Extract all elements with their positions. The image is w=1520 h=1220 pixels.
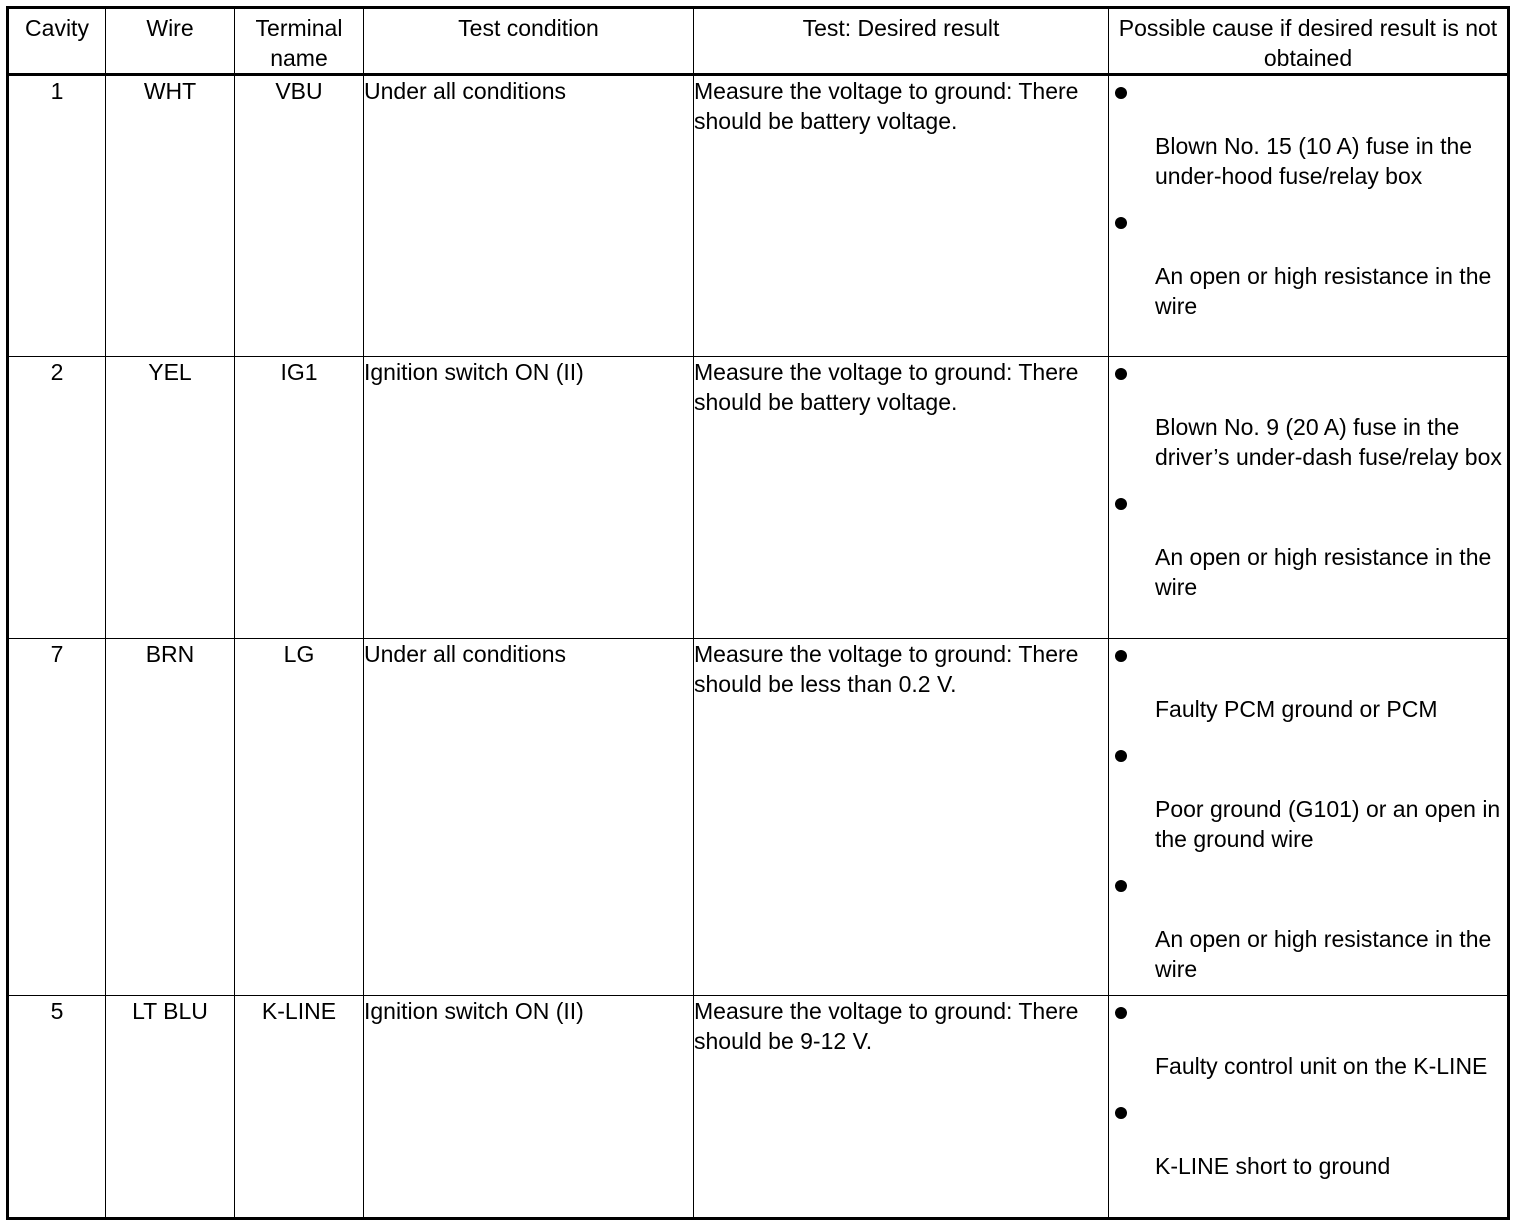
bullet-icon	[1115, 87, 1127, 99]
bullet-icon	[1115, 368, 1127, 380]
cell-causes	[1109, 75, 1509, 357]
header-possible-cause: Possible cause if desired result is not obtained	[1109, 8, 1509, 75]
cell-cavity: 7	[8, 639, 106, 996]
bullet-icon	[1115, 1107, 1127, 1119]
cell-cavity: 1	[8, 75, 106, 357]
cell-causes	[1109, 357, 1509, 639]
header-cavity: Cavity	[8, 8, 106, 75]
cell-wire: YEL	[106, 357, 235, 639]
cause-text: Poor ground (G101) or an open in the ground wire	[1155, 796, 1501, 852]
cause-item	[1109, 739, 1507, 854]
table-row	[8, 357, 1509, 639]
cell-terminal: K-LINE	[235, 996, 364, 1219]
cell-wire: BRN	[106, 639, 235, 996]
bullet-icon	[1115, 498, 1127, 510]
header-wire: Wire	[106, 8, 235, 75]
header-terminal-name: Terminal name	[235, 8, 364, 75]
connector-test-table	[6, 6, 1510, 1220]
header-test-condition: Test condition	[364, 8, 694, 75]
cell-terminal: IG1	[235, 357, 364, 639]
cell-terminal: VBU	[235, 75, 364, 357]
cell-result: Measure the voltage to ground: There should be 9-12 V.	[694, 996, 1109, 1219]
bullet-icon	[1115, 750, 1127, 762]
cell-cavity: 2	[8, 357, 106, 639]
cause-item	[1109, 206, 1507, 321]
cause-item	[1109, 76, 1507, 191]
cause-item	[1109, 639, 1507, 724]
table-row	[8, 639, 1509, 996]
cell-causes	[1109, 996, 1509, 1219]
cause-item	[1109, 996, 1507, 1081]
cell-condition: Ignition switch ON (II)	[364, 357, 694, 639]
cause-text: Faulty control unit on the K-LINE	[1155, 1053, 1488, 1079]
cause-text: Faulty PCM ground or PCM	[1155, 696, 1438, 722]
cause-text: Blown No. 15 (10 A) fuse in the under-hood fuse/relay box	[1155, 133, 1473, 189]
cause-item	[1109, 869, 1507, 984]
cause-item	[1109, 1096, 1507, 1181]
cell-terminal: LG	[235, 639, 364, 996]
cell-causes	[1109, 639, 1509, 996]
cell-wire: LT BLU	[106, 996, 235, 1219]
cell-result: Measure the voltage to ground: There should be battery voltage.	[694, 75, 1109, 357]
table-row	[8, 75, 1509, 357]
cell-wire: WHT	[106, 75, 235, 357]
bullet-icon	[1115, 217, 1127, 229]
cell-condition: Under all conditions	[364, 639, 694, 996]
bullet-icon	[1115, 1007, 1127, 1019]
bullet-icon	[1115, 650, 1127, 662]
cause-item	[1109, 487, 1507, 602]
header-desired-result: Test: Desired result	[694, 8, 1109, 75]
cell-cavity: 5	[8, 996, 106, 1219]
bullet-icon	[1115, 880, 1127, 892]
cell-result: Measure the voltage to ground: There should be battery voltage.	[694, 357, 1109, 639]
cell-condition: Under all conditions	[364, 75, 694, 357]
cause-text: An open or high resistance in the wire	[1155, 263, 1492, 319]
cause-text: An open or high resistance in the wire	[1155, 926, 1492, 982]
cause-text: Blown No. 9 (20 A) fuse in the driver’s under-dash fuse/relay box	[1155, 414, 1502, 470]
header-row	[8, 8, 1509, 75]
table-row	[8, 996, 1509, 1219]
cause-item	[1109, 357, 1507, 472]
cause-text: K-LINE short to ground	[1155, 1153, 1391, 1179]
cell-condition: Ignition switch ON (II)	[364, 996, 694, 1219]
cell-result: Measure the voltage to ground: There should be less than 0.2 V.	[694, 639, 1109, 996]
cause-text: An open or high resistance in the wire	[1155, 544, 1492, 600]
